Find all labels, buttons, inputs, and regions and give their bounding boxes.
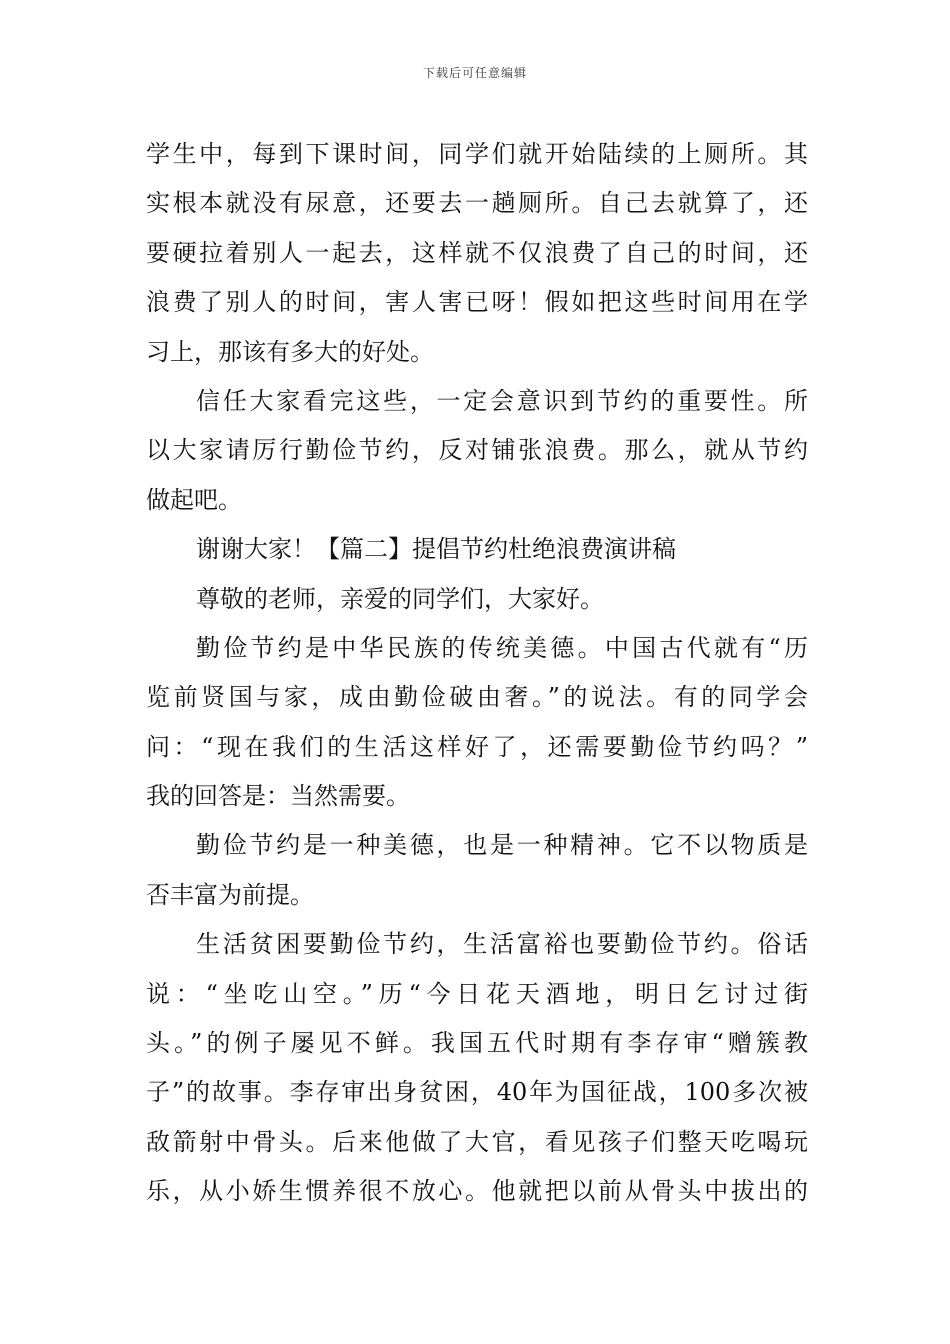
text-line: 我的回答是：当然需要。	[146, 782, 410, 811]
text-line: 浪费了别人的时间，害人害已呀！假如把这些时间用在学	[146, 288, 808, 317]
paragraph	[146, 624, 808, 822]
text-line: 生活贫困要勤俭节约，生活富裕也要勤俭节约。俗话	[196, 930, 808, 959]
text-line: 否丰富为前提。	[146, 880, 314, 909]
text-line: 做起吧。	[146, 485, 242, 514]
text-line: 勤俭节约是一种美德，也是一种精神。它不以物质是	[196, 831, 808, 860]
text-line: 敌箭射中骨头。后来他做了大官，看见孩子们整天吃喝玩	[146, 1127, 808, 1156]
greeting-line: 尊敬的老师，亲爱的同学们，大家好。	[196, 584, 604, 613]
text-line: 勤俭节约是中华民族的传统美德。中国古代就有“历	[196, 633, 808, 662]
text-line: 头。”的例子屡见不鲜。我国五代时期有李存审“赠簇教	[146, 1029, 808, 1058]
text-line: 以大家请厉行勤俭节约，反对铺张浪费。那么，就从节约	[146, 436, 808, 465]
text-line: 乐，从小娇生惯养很不放心。他就把以前从骨头中拔出的	[146, 1177, 808, 1206]
text-line: 习上，那该有多大的好处。	[146, 337, 434, 366]
page-header: 下载后可任意编辑	[422, 66, 527, 80]
text-line: 说：“坐吃山空。”历“今日花天酒地，明日乞讨过街	[146, 979, 808, 1008]
paragraph	[146, 377, 808, 525]
text-line: 问：“现在我们的生活这样好了，还需要勤俭节约吗？”	[146, 732, 808, 761]
paragraph	[146, 130, 808, 377]
text-line: 要硬拉着别人一起去，这样就不仅浪费了自己的时间，还	[146, 238, 808, 267]
paragraph	[146, 821, 808, 920]
paragraph	[146, 575, 808, 624]
document-body	[146, 130, 808, 1217]
text-line: 信任大家看完这些，一定会意识到节约的重要性。所	[196, 386, 808, 415]
paragraph	[146, 920, 808, 1216]
section-heading-line: 谢谢大家！【篇二】提倡节约杜绝浪费演讲稿	[196, 535, 676, 564]
paragraph	[146, 525, 808, 574]
text-line: 实根本就没有尿意，还要去一趟厕所。自己去就算了，还	[146, 189, 808, 218]
text-line: 子”的故事。李存审出身贫困，40年为国征战，100多次被	[146, 1078, 808, 1107]
text-line: 学生中，每到下课时间，同学们就开始陆续的上厕所。其	[146, 140, 808, 168]
text-line: 览前贤国与家，成由勤俭破由奢。”的说法。有的同学会	[146, 683, 808, 712]
